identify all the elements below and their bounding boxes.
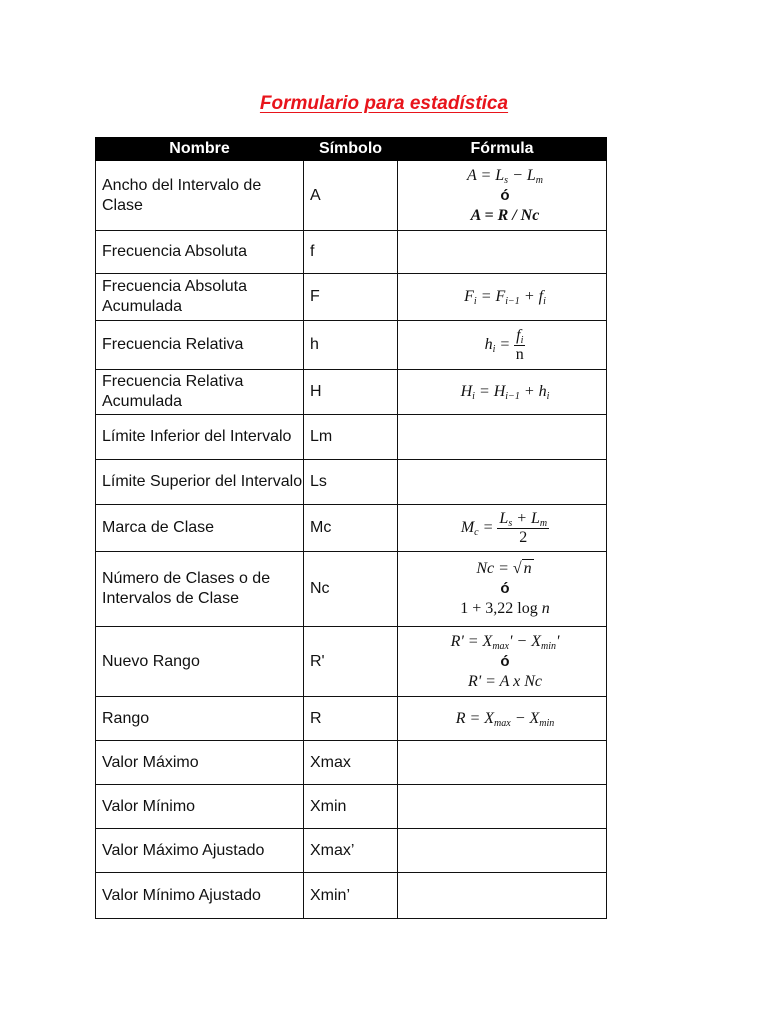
document-title: Formulario para estadística [259, 93, 509, 114]
table-header-row [96, 138, 607, 161]
row-formula: $F_i = F_{i-1} + f_i$ [398, 274, 607, 321]
table-row [96, 415, 607, 460]
formula-line: A = R / Nc [470, 206, 540, 224]
header-formula: Fórmula [398, 138, 607, 161]
row-symbol: Xmin [304, 785, 398, 829]
row-symbol: A [304, 161, 398, 231]
row-formula: $h_i$ = $\frac{f_i}{n}$ [398, 321, 607, 370]
row-formula-empty [398, 741, 607, 785]
row-formula [398, 627, 607, 697]
row-name: Rango [96, 697, 304, 741]
row-name: Frecuencia Absoluta [96, 231, 304, 274]
table-row [96, 274, 607, 321]
table-row [96, 321, 607, 370]
row-symbol: H [304, 370, 398, 415]
row-symbol: f [304, 231, 398, 274]
row-name: Valor Máximo [96, 741, 304, 785]
row-formula-empty [398, 873, 607, 919]
fraction-denominator: n [515, 345, 524, 363]
row-symbol: h [304, 321, 398, 370]
row-symbol: Lm [304, 415, 398, 460]
table-row [96, 231, 607, 274]
row-symbol: R' [304, 627, 398, 697]
row-formula: $H_i = H_{i-1} + h_i$ [398, 370, 607, 415]
row-name: Frecuencia Relativa [96, 321, 304, 370]
formula-or: ó [500, 652, 510, 670]
formula-line: $R' = X_{max}' - X_{min}'$ [450, 632, 560, 652]
header-nombre: Nombre [96, 138, 304, 161]
formula-table [95, 137, 607, 919]
formula-or: ó [500, 186, 510, 204]
formula-line: Nc = √ n [476, 560, 532, 577]
fraction-denominator: 2 [519, 528, 528, 546]
formula-or: ó [500, 580, 510, 597]
row-symbol: Xmax’ [304, 829, 398, 873]
row-name: Nuevo Rango [96, 627, 304, 697]
row-symbol: Mc [304, 505, 398, 552]
row-name: Valor Máximo Ajustado [96, 829, 304, 873]
row-formula [398, 161, 607, 231]
row-formula-empty [398, 460, 607, 505]
row-formula: $R = X_{max} - X_{min}$ [398, 697, 607, 741]
table-row [96, 161, 607, 231]
row-symbol: Nc [304, 552, 398, 627]
row-name: Límite Superior del Intervalo [96, 460, 304, 505]
row-name: Ancho del Intervalo de Clase [96, 161, 304, 231]
table-row [96, 697, 607, 741]
fraction-numerator: $L_s + L_m$ [499, 509, 548, 529]
row-name: Número de Clases o de Intervalos de Clase [96, 552, 304, 627]
fraction-numerator: $f_i$ [516, 326, 524, 346]
row-symbol: Ls [304, 460, 398, 505]
formula-line: R' = A x Nc [467, 672, 543, 690]
formula-line: $A = L_s - L_m$ [466, 166, 544, 186]
fraction [497, 510, 549, 547]
row-formula-empty [398, 231, 607, 274]
row-formula-empty [398, 829, 607, 873]
table-row [96, 873, 607, 919]
row-formula-empty [398, 785, 607, 829]
row-name: Límite Inferior del Intervalo [96, 415, 304, 460]
row-name: Valor Mínimo [96, 785, 304, 829]
row-symbol: R [304, 697, 398, 741]
row-formula: $M_c$ = $\frac{L_s + L_m}{2}$ [398, 505, 607, 552]
table-row [96, 627, 607, 697]
row-formula-empty [398, 415, 607, 460]
row-name: Frecuencia Relativa Acumulada [96, 370, 304, 415]
table-row [96, 785, 607, 829]
table-row [96, 552, 607, 627]
table-row [96, 505, 607, 552]
row-symbol: Xmin’ [304, 873, 398, 919]
row-name: Frecuencia Absoluta Acumulada [96, 274, 304, 321]
row-formula [398, 552, 607, 627]
table-row [96, 460, 607, 505]
fraction [514, 327, 525, 364]
header-simbolo: Símbolo [304, 138, 398, 161]
table-row [96, 829, 607, 873]
row-name: Marca de Clase [96, 505, 304, 552]
row-name: Valor Mínimo Ajustado [96, 873, 304, 919]
table-row [96, 370, 607, 415]
row-symbol: Xmax [304, 741, 398, 785]
table-row [96, 741, 607, 785]
row-symbol: F [304, 274, 398, 321]
formula-line: 1 + 3,22 log n [460, 600, 550, 617]
